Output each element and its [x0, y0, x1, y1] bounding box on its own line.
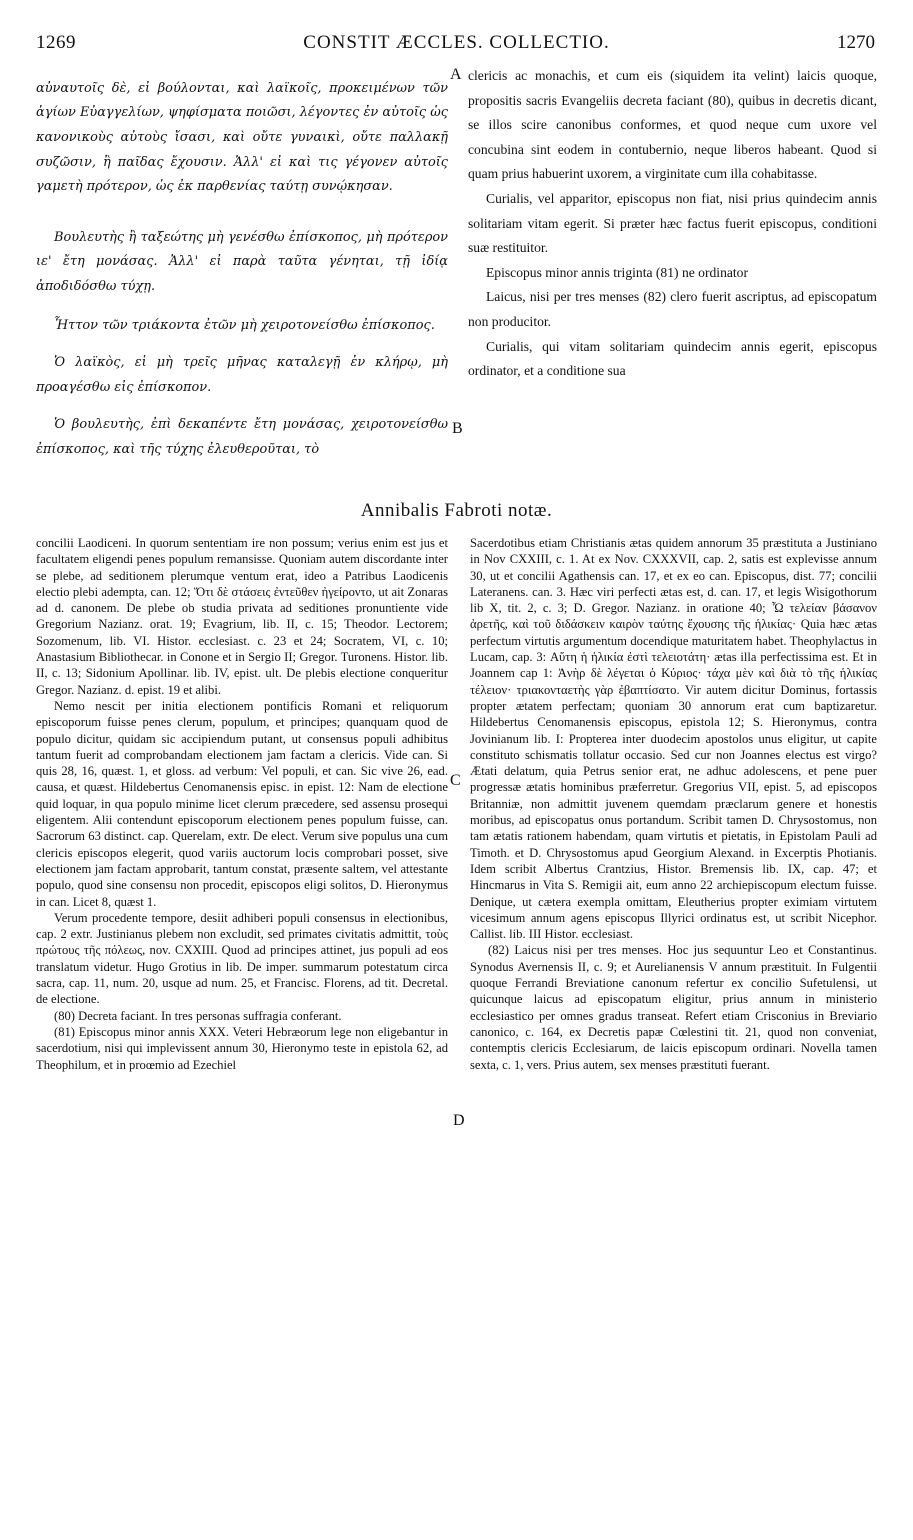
- latin-text-column: [468, 64, 877, 494]
- running-title: CONSTIT ÆCCLES. COLLECTIO.: [303, 32, 610, 53]
- margin-marker-a: A: [450, 66, 462, 83]
- left-page-number: 1269: [36, 32, 76, 53]
- notes-left-column: [36, 535, 448, 1535]
- notes-right-column: [470, 535, 877, 1535]
- margin-marker-d: D: [453, 1112, 465, 1129]
- margin-marker-b: B: [452, 420, 463, 437]
- note-paragraph: Sacerdotibus etiam Christianis ætas quidem annorum 35 præstituta a Justiniano in Nov CXXIII, c. 1. At ex Nov. CXXXVII, cap. 2, satis est explevisse annum 30, ut et concilii Agathensis can. 17, et ex eo can. Episcopus, dist. 77; concilii Lateranens. can. 3. Hæc viri perfecti ætas est, d. can. 17, et legis Wisigothorum lib X, tit. 2, c. 3; D. Gregor. Nazianz. in oratione 40; Ὦ τελείαν βάσανον ἀρετῆς, καὶ τοῦ διδάσκειν καιρὸν ταύτης ἔχουσης τῆς ἡλικίας· Quia hæc ætas perfectum virtutis argumentum docendique maturitatem habet. Theophylactus in Lucam, cap. 3: Αὕτη ἡ ἡλικία ἐστὶ τελειοτάτη· ætas illa perfectissima est. Et in Joannem cap 1: Ἀνὴρ δὲ λέγεται ὁ Κύριος· τάχα μὲν καὶ διὰ τὸ τῆς ἡλικίας τέλειον· τριακονταετὴς γὰρ ἐβαπτίσατο. Vir autem dicitur Dominus, fortassis propter ætatem perfectam; quoniam 30 annorum erat cum baptizaretur. Hildebertus Cenomanensis episcopus, epistola 12; S. Hieronymus, contra Jovinianum lib. I: Propterea inter duodecim apostolos unus eligitur, ut capite constituto schismatis tollatur occasio. Sed cur non Joannes electus est virgo? Ætati delatum, quia Petrus senior erat, ne adhuc adolescens, et pene puer progressæ ætatis hominibus præferretur. Gregorius VII, epist. 5, ad episcopos Britanniæ, non admittit juvenem quemdam præclarum genere et honestis moribus, ad episcopatus onus portandum. Scribit tamen D. Chrysostomus, non tam ætatis rationem habendam, quam virtutis et pietatis, in Epistolam Pauli ad Timoth. et D. Chrysostomus apud Georgium Alexand. in Excerptis Photianis. Idem scribit Albertus Crantzius, Histor. Bremensis lib. IX, cap. 47; et Hincmarus in Vita S. Remigii ait, eum anno 22 archiepiscopum electum fuisse. Denique, ut cætera exempla omittam, Eleutherius propter eximiam virtutem vicesimum annum agens episcopus Illyrici ordinatus est, ut scribit Nicephor. Callist. lib. III Histor. ecclesiast.: [470, 536, 877, 942]
- greek-paragraph: Ἧττον τῶν τριάκοντα ἐτῶν μὴ χειροτονείσθω ἐπίσκοπος.: [54, 317, 435, 333]
- latin-paragraph: clericis ac monachis, et cum eis (siquidem ita velint) laicis quoque, propositis sacris Evangeliis decreta faciant (80), quibus in decretis dicant, se illos scire canonibus conformes, et quod neque cum uxore vel concubina sint eodem in contubernio, neque liberos habeant. Quod si quam prius habuerint uxorem, a virginitate cum illa cohabitasse.: [468, 68, 877, 182]
- latin-paragraph: Episcopus minor annis triginta (81) ne ordinator: [486, 264, 749, 280]
- greek-paragraph: αὐναυτοῖς δὲ, εἰ βούλονται, καὶ λαϊκοῖς, προκειμένων τῶν ἁγίων Εὐαγγελίων, ψηφίσματα ποιῶσι, λέγοντες ἐν αὐτοῖς ὡς κανονικοὺς αὐτοὺς ἴσασι, καὶ οὔτε γυναικὶ, οὔτε παλλακῇ συζῶσιν, ἢ παῖδας ἔχουσιν. Ἀλλ' εἰ καὶ τις γέγονεν αὐτοῖς γαμετὴ πρότερον, ὡς ἐκ παρθενίας ταύτῃ συνῴκησαν.: [36, 80, 448, 195]
- right-page-number: 1270: [837, 32, 875, 53]
- latin-paragraph: Curialis, qui vitam solitariam quindecim annis egerit, episcopus ordinator, et a conditione sua: [468, 338, 877, 379]
- margin-marker-c: C: [450, 772, 461, 789]
- note-paragraph: (82) Laicus nisi per tres menses. Hoc jus sequuntur Leo et Constantinus. Synodus Avernensis II, c. 9; et Aurelianensis V annum præstituit. In Fulgentii quoque Ferrandi Breviatione canonum refertur ex concilio Sufetulensi, ut quicunque laicus ad episcopatum eligitur, prius annum in ministerio ecclesiastico per omnes gradus transeat. Refert etiam Crisconius in Breviario canonico, c. 164, ex Decretis papæ Cœlestini tit. 21, quod non conveniat, contemptis clericis Ecclesiarum, de laicis episcopum ordinari. Novella tamen sexta, c. 1, vers. Prius autem, sex menses præstituti fuerant.: [470, 943, 877, 1072]
- note-paragraph: (81) Episcopus minor annis XXX. Veteri Hebræorum lege non eligebantur in sacerdotium, nisi qui implevissent annum 30, Hieronymo teste in epistola 62, ad Theophilum, et in proœmio ad Ezechiel: [36, 1024, 448, 1072]
- note-paragraph: concilii Laodiceni. In quorum sententiam ire non possum; verius enim est jus et facultatem eligendi penes populum remansisse. Quoniam autem discordante inter se plebe, ad seditionem plerumque ventum erat, ideo a Patribus Laodicenis electio plebi adempta, can. 12; Ὅτι δὲ στάσεις ἐντεῦθεν ἠγείροντο, ut ait Zonaras ad d. canonem. De plebe ob studia privata ad seditiones pronuntiente vide Gregorium Nazianz. orat. 19; Evagrium, lib. II, c. 15; Theodor. Lectorem; Sozomenum, lib. VI. Histor. ecclesiast. c. 23 et 24; Socratem, VI, c. 10; Anastasium Bibliothecar. in Conone et in Sergio II; Gregor. Turonens. Histor. lib. II, c. 13; Sidonium Apollinar. lib. IV, epist. ult. De plebis electione conqueritur Gregor. Nazianz. d. epist. 19 et alibi.: [36, 536, 448, 697]
- greek-paragraph: Ὁ λαϊκὸς, εἰ μὴ τρεῖς μῆνας καταλεγῇ ἐν κλήρῳ, μὴ προαγέσθω εἰς ἐπίσκοπον.: [36, 355, 448, 395]
- note-paragraph: (80) Decreta faciant. In tres personas suffragia conferant.: [54, 1008, 342, 1023]
- greek-paragraph: Ὁ βουλευτὴς, ἐπὶ δεκαπέντε ἔτη μονάσας, χειροτονείσθω ἐπίσκοπος, καὶ τῆς τύχης ἐλευθεροῦται, τὸ: [36, 417, 448, 457]
- greek-text-column: [36, 64, 448, 494]
- latin-paragraph: Laicus, nisi per tres menses (82) clero fuerit ascriptus, ad episcopatum non producitor.: [468, 289, 877, 329]
- running-header: [0, 18, 913, 53]
- notes-heading: Annibalis Fabroti notæ.: [360, 500, 553, 521]
- latin-paragraph: Curialis, vel apparitor, episcopus non fiat, nisi prius quindecim annis solitariam vitam egerit. Si præter hæc factus fuerit episcopus, conditioni suæ restituitor.: [468, 190, 877, 256]
- note-paragraph: Nemo nescit per initia electionem pontificis Romani et reliquorum episcoporum fuisse penes clerum, populum, et principes; quanquam quod de populo dicitur, quidam sic accipiendum putant, ut consensus populi adhibitus tantum fuerit ad comprobandam electionem jam factam a clericis. Vide can. Si quis 28, 16, quæst. 1, et gloss. ad verbum: Vel populi, et can. Sic vive 26, ead. causa, et quæst. Hildebertus Cenomanensis episc. in epist. 12: Nam de electione quid loquar, in qua populo minime licet clerum præcedere, sed assensu prosequi eligentem. Alii contendunt episcoporum electionem penes populum fuisse, can. Sacrorum 63 distinct. cap. Querelam, extr. De elect. Verum sive populus una cum clericis episcopos elegerit, quod variis auctorum locis comprobari posset, sive electionem jam factam approbarit, tantum constat, præsente saltem, vel attestante populo, quod sine consensu non procedit, episcopos eligi solitos, D. Hieronymus in can. Licet 8, quæst 1.: [36, 698, 448, 909]
- note-paragraph: Verum procedente tempore, desiit adhiberi populi consensus in electionibus, cap. 2 extr. Justinianus plebem non excludit, sed primates civitatis admittit, τοὺς πρώτους τῆς πόλεως, nov. CXXIII. Quod ad principes attinet, jus populi ad eos translatum videtur. Hugo Grotius in lib. De imper. summarum potestatum circa sacra, cap. 11, num. 20, usque ad num. 25, et Francisc. Florens, ad tit. Decretal. de electione.: [36, 910, 448, 1007]
- greek-paragraph: Βουλευτὴς ἢ ταξεώτης μὴ γενέσθω ἐπίσκοπος, μὴ πρότερον ιε' ἔτη μονάσας. Ἀλλ' εἰ παρὰ ταῦτα γένηται, τῇ ἰδίᾳ ἀποδιδόσθω τύχῃ.: [36, 229, 448, 295]
